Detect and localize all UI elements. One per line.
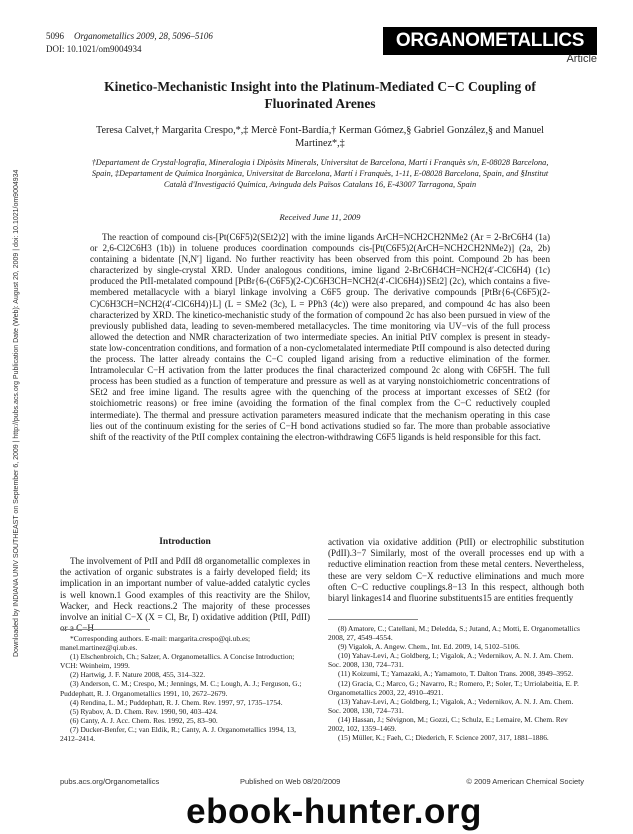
section-heading: Introduction xyxy=(159,537,211,547)
footnote: (14) Hassan, J.; Sévignon, M.; Gozzi, C.; Schulz, E.; Lemaire, M. Chem. Rev 2002, 102, 1359–1469. xyxy=(328,714,568,734)
footer-published: Published on Web 08/20/2009 xyxy=(240,777,341,786)
footnote: (11) Koizumi, T.; Yamazaki, A.; Yamamoto, T. Dalton Trans. 2008, 3949–3952. xyxy=(338,669,574,679)
footnote: (2) Hartwig, J. F. Nature 2008, 455, 314–322. xyxy=(70,670,206,680)
footnotes-left xyxy=(60,634,310,743)
watermark: ebook-hunter.org xyxy=(186,792,482,831)
journal-logo: ORGANOMETALLICS xyxy=(383,27,597,55)
authors: Teresa Calvet,† Margarita Crespo,*,‡ Mercè Font-Bardía,† Kerman Gómez,§ Gabriel González,§ and Manuel Martinez*,‡ xyxy=(95,125,545,149)
footnote: (9) Vigalok, A. Angew. Chem., Int. Ed. 2009, 14, 5102–5106. xyxy=(338,642,520,652)
intro-left-column: The involvement of PtII and PdII d8 organometallic complexes in the activation of organic substrates is a fairly developed field; its implication in an important number of value-added catalytic cycles is well known.1 Good examples of this reactivity are the Shilov, Wacker, and Heck reactions.2 The majority of these processes involve an initial C−X (X = Cl, Br, I) oxidative addition (PtII, PdII) xyxy=(60,556,310,623)
footnote: (15) Müller, K.; Faeh, C.; Diederich, F. Science 2007, 317, 1881–1886. xyxy=(338,733,549,743)
footnote: (8) Amatore, C.; Catellani, M.; Deledda, S.; Jutand, A.; Motti, E. Organometallics 2008, 27, 4549–4554. xyxy=(328,624,580,643)
footer-url: pubs.acs.org/Organometallics xyxy=(60,777,160,786)
journal-citation: Organometallics 2009, 28, 5096–5106 xyxy=(74,31,213,41)
footnote: (7) Ducker-Benfer, C.; van Eldik, R.; Canty, A. J. Organometallics 1994, 13, 2412–2414. xyxy=(60,724,296,744)
footnote-divider xyxy=(328,619,418,620)
footnote-divider xyxy=(60,629,150,630)
paper-title: Kinetico-Mechanistic Insight into the Platinum-Mediated C−C Coupling of Fluorinated Arenes xyxy=(104,79,536,111)
footnote: (3) Anderson, C. M.; Crespo, M.; Jennings, M. C.; Lough, A. J.; Ferguson, G.; Puddephatt, R. J. Organometallics 1991, 10, 2672–2679. xyxy=(60,679,302,698)
footnotes-right xyxy=(328,624,584,742)
footnote: (4) Rendina, L. M.; Puddephatt, R. J. Chem. Rev. 1997, 97, 1735–1754. xyxy=(70,697,283,707)
footnote: (12) Gracia, C.; Marco, G.; Navarro, R.; Romero, P.; Soler, T.; Urriolabeitia, E. P. Organometallics 2003, 22, 4910–4921. xyxy=(328,678,579,697)
abstract: The reaction of compound cis-[Pt(C6F5)2(SEt2)2] with the imine ligands ArCH=NCH2CH2NMe2 (Ar = 2-BrC6H4 (1a) or 2,6-Cl2C6H3 (1b)) in toluene produces coordination compounds cis-[Pt(C6F5)2(ArCH=NCH2CH2NMe2)] (2a, 2b) containing a bidentate [N,N′] ligand. No further reactivity has been observed from this point. Compound 2b has been characterized by single-crystal XRD. Under analogous conditions, imine ligand 2-BrC6H4CH=NCH2(4′-ClC6H4) (1c) produced the PtII-metalated compound [PtBr{6-(C6F5)(2-C)C6H3CH=NCH2(4′-ClC6H4)}SEt2] (2c), which contains a five-membered metallacycle with a biaryl linkage involving a C6F5 group. The derivative compounds [PtBr{6-(C6F5)(2-C)C6H3CH=NCH2(4′-ClC6H4)}L] (L = SMe2 (3c), L = PPh3 (4c)) were also prepared, and compound 4c has also been characterized by XRD. The kinetico-mechanistic study of the formation of compound 2c has also been pursued in view of the previously published data, leading to seven-membered metallacycles. The time monitoring via UV−vis of the full process allowed the detection and NMR characterization of two intermediate species. An initial PtIV complex is present in steady-state low-concentration conditions, and formation of a non-cyclometalated intermediate PtII compound is also detected during the process. The latter already contains the C−C coupled ligand arising from a reductive elimination of the former. Intramolecular C−H activation from the latter produces the final characterized compound 2c along with C6F5H. The full process has been studied as a function of temperature and pressure as well as at varying nonstoichiometric concentrations of SEt2 and free imine ligand. The results agree with the quenching of the process at important excesses of SEt2 (for stoichiometric reasons) or free imine (avoiding the formation of the final complex from the C−C reductively coupled intermediate). The thermal and pressure activation parameters measured indicate that the mechanism operating in this case lies out of the continuum existing for the series of C−H bond activations studied so far. The more than probable associative shift of the reactivity of the PtII complex containing the electron-withdrawing C6F5 ligands is held responsible for this fact. xyxy=(90,232,550,442)
footnote: (5) Ryabov, A. D. Chem. Rev. 1990, 90, 403–424. xyxy=(70,706,218,716)
footnote: (6) Canty, A. J. Acc. Chem. Res. 1992, 25, 83–90. xyxy=(70,715,218,725)
footnote: (1) Elschenbroich, Ch.; Salzer, A. Organometallics. A Concise Introduction; VCH: Weinheim, 1999. xyxy=(60,652,295,671)
doi: DOI: 10.1021/om9004934 xyxy=(46,44,142,54)
footnote: *Corresponding authors. E-mail: margarita.crespo@qi.ub.es; manel.martinez@qi.ub.es. xyxy=(60,634,251,653)
article-type: Article xyxy=(566,53,597,65)
download-sidebar xyxy=(10,169,24,660)
download-notice: Downloaded by INDIANA UNIV SOUTHEAST on September 6, 2009 | http://pubs.acs.org Publication Date (Web): August 20, 2009 | doi: 10.1021/om9004934 xyxy=(13,169,20,657)
intro-right-column: activation via oxidative addition (PtII) or electrophilic substitution (PdII).3−7 Similarly, most of the overall processes end up with a reductive elimination reaction from these metal centers. Nevertheless, these are very seldom C−X reductive eliminations and much more often C−C reductive couplings.8−13 In this respect, although both biaryl linkages14 and fluorine substituents15 are entities frequently xyxy=(328,537,584,604)
footnote: (10) Yahav-Levi, A.; Goldberg, I.; Vigalok, A.; Vedernikov, A. N. J. Am. Chem. Soc. 2008, 130, 724–731. xyxy=(328,651,574,670)
affiliations: †Departament de Crystal·lografia, Mineralogia i Dipòsits Minerals, Universitat de Barcelona, Martí i Franquès s/n, E-08028 Barcelona, Spain, ‡Departament de Química Inorgànica, Universitat de Barcelona, Martí i Franquès, 1-11, E-08028 Barcelona, Spain, and §Institut Català d'Investigació Química, Avinguda dels Països Catalans 16, E-43007 Tarragona, Spain xyxy=(91,158,549,189)
page-number: 5096 xyxy=(46,31,64,41)
footer-copyright: © 2009 American Chemical Society xyxy=(466,777,584,786)
journal-header xyxy=(46,30,213,56)
received-date: Received June 11, 2009 xyxy=(279,212,361,222)
footnote: (13) Yahav-Levi, A.; Goldberg, I.; Vigalok, A.; Vedernikov, A. N. J. Am. Chem. Soc. 2008, 130, 724–731. xyxy=(328,696,574,715)
